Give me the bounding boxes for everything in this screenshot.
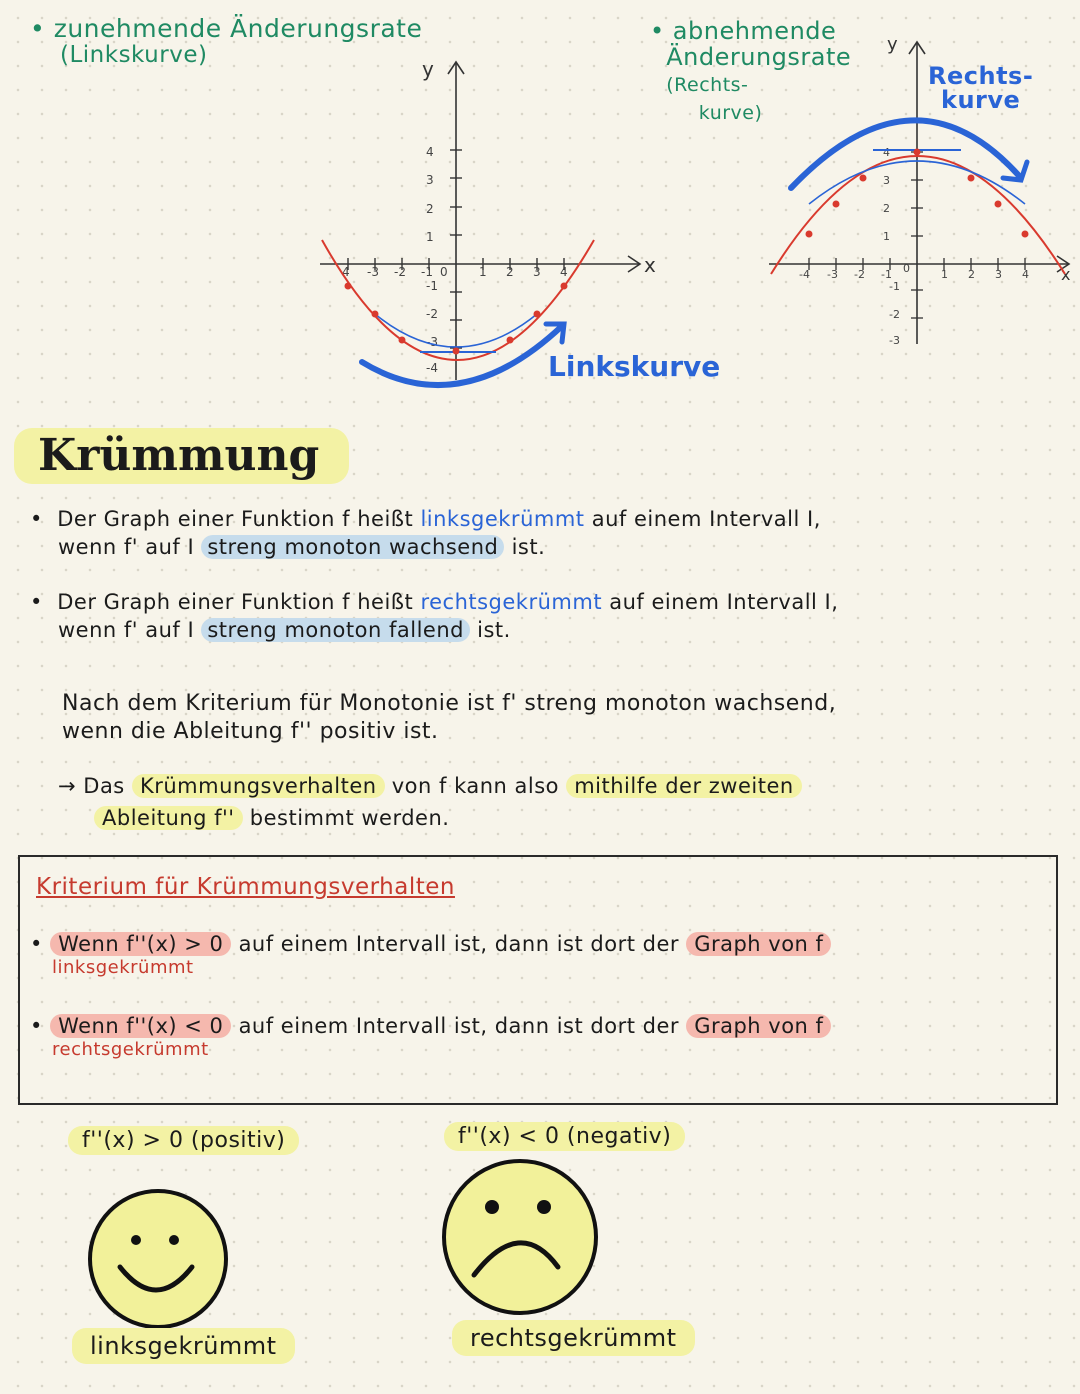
left-xtick: -3 — [367, 265, 379, 279]
left-y-axis-label: y — [422, 57, 434, 81]
left-xtick: 4 — [342, 265, 350, 279]
left-ytick: -2 — [426, 307, 438, 321]
sad-face-icon — [438, 1155, 602, 1319]
right-curve-label: Rechts- kurve — [928, 62, 1034, 114]
left-ytick: 2 — [426, 202, 434, 216]
right-xtick: 1 — [941, 268, 948, 281]
highlight-fallend: streng monoton fallend — [201, 618, 470, 642]
right-xtick: -3 — [827, 268, 838, 281]
right-ytick: 4 — [883, 146, 890, 159]
right-xtick: -2 — [854, 268, 865, 281]
left-curve-label: Linkskurve — [548, 350, 720, 383]
left-xtick: 3 — [533, 265, 541, 279]
bullet-linksgekruemmt: • Der Graph einer Funktion f heißt linksgekrümmt auf einem Intervall I, wenn f' auf I streng monoton wachsend ist. — [30, 507, 821, 559]
criterion-negative: • Wenn f''(x) < 0 auf einem Intervall ist, dann ist dort der Graph von f rechtsgekrümmt — [30, 1012, 1050, 1060]
left-xtick: -2 — [394, 265, 406, 279]
criterion-heading: Kriterium für Krümmungsverhalten — [36, 874, 455, 900]
left-parabola — [322, 240, 594, 360]
negative-label: f''(x) < 0 (negativ) — [444, 1122, 685, 1151]
right-ytick: -1 — [889, 280, 900, 293]
left-graph-heading: • zunehmende Änderungsrate — [30, 14, 423, 43]
right-xtick: -4 — [799, 268, 810, 281]
right-x-axis-label: x — [1061, 265, 1071, 284]
right-xtick: 2 — [968, 268, 975, 281]
left-ytick: 1 — [426, 230, 434, 244]
left-xtick: -1 — [421, 265, 433, 279]
right-ytick: -2 — [889, 308, 900, 321]
monotonie-note: Nach dem Kriterium für Monotonie ist f' streng monoton wachsend, wenn die Ableitung f'' positiv ist. — [62, 691, 837, 744]
left-ytick: 3 — [426, 173, 434, 187]
happy-face-icon — [84, 1185, 232, 1333]
right-graph-heading: • abnehmende Änderungsrate (Rechts- kurve) — [650, 17, 852, 124]
right-xtick: 4 — [1022, 268, 1029, 281]
left-curve-arrow — [362, 326, 562, 385]
negative-caption: rechtsgekrümmt — [452, 1320, 695, 1356]
right-xtick: -1 — [881, 268, 892, 281]
bullet-rechtsgekruemmt: • Der Graph einer Funktion f heißt rechtsgekrümmt auf einem Intervall I, wenn f' auf I streng monoton fallend ist. — [30, 590, 839, 642]
positive-caption: linksgekrümmt — [72, 1328, 295, 1364]
left-ytick: 4 — [426, 145, 434, 159]
right-ytick: 3 — [883, 174, 890, 187]
left-xtick: 4 — [560, 265, 568, 279]
left-ytick: 0 — [440, 265, 448, 279]
right-xtick: 3 — [995, 268, 1002, 281]
right-ytick: 0 — [903, 262, 910, 275]
left-ytick: -4 — [426, 361, 438, 375]
left-ytick: -1 — [426, 279, 438, 293]
left-ytick: -3 — [426, 335, 438, 349]
left-x-axis-label: x — [644, 253, 656, 277]
conclusion-note: → Das Krümmungsverhalten von f kann also mithilfe der zweiten Ableitung f'' bestimmt werden. — [58, 770, 1058, 834]
right-ytick: -3 — [889, 334, 900, 347]
left-xtick: 1 — [479, 265, 487, 279]
positive-label: f''(x) > 0 (positiv) — [68, 1126, 299, 1155]
left-xtick: 2 — [506, 265, 514, 279]
right-ytick: 1 — [883, 230, 890, 243]
right-curve-arrow — [791, 120, 1021, 188]
left-graph-subheading: (Linkskurve) — [60, 42, 208, 68]
criterion-positive: • Wenn f''(x) > 0 auf einem Intervall ist, dann ist dort der Graph von f linksgekrümmt — [30, 930, 1050, 978]
page-title: Krümmung — [14, 428, 349, 484]
right-y-axis-label: y — [887, 34, 898, 55]
highlight-wachsend: streng monoton wachsend — [201, 535, 504, 559]
right-ytick: 2 — [883, 202, 890, 215]
